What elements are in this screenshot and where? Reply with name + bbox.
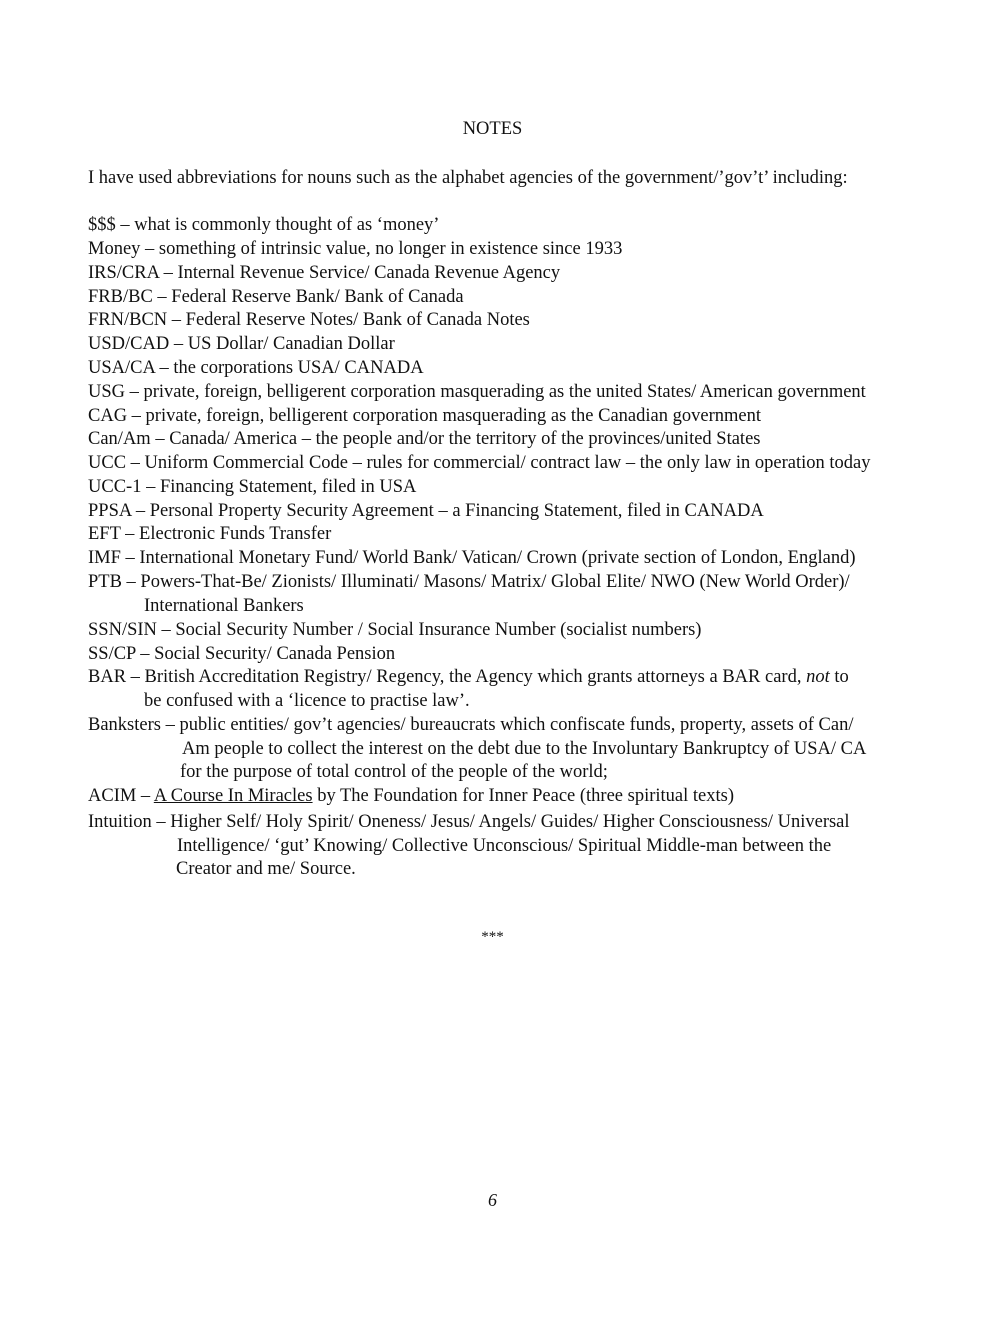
- list-item: [88, 665, 849, 689]
- list-item: [88, 784, 734, 808]
- list-item-continuation: for the purpose of total control of the people of the world;: [180, 762, 608, 782]
- list-item: USD/CAD – US Dollar/ Canadian Dollar: [88, 334, 395, 354]
- list-item: PTB – Powers-That-Be/ Zionists/ Illuminati/ Masons/ Matrix/ Global Elite/ NWO (New World Order)/: [88, 572, 850, 592]
- list-item: IMF – International Monetary Fund/ World Bank/ Vatican/ Crown (private section of London, England): [88, 548, 856, 568]
- list-item: Can/Am – Canada/ America – the people and/or the territory of the provinces/united States: [88, 429, 761, 449]
- list-item-text: by The Foundation for Inner Peace (three spiritual texts): [312, 786, 734, 806]
- list-item: SS/CP – Social Security/ Canada Pension: [88, 644, 396, 664]
- page-title: NOTES: [462, 119, 523, 139]
- list-item: Intuition – Higher Self/ Holy Spirit/ Oneness/ Jesus/ Angels/ Guides/ Higher Consciousness/ Universal: [88, 812, 850, 832]
- book-title: A Course In Miracles: [153, 786, 313, 806]
- list-item: CAG – private, foreign, belligerent corporation masquerading as the Canadian government: [88, 406, 761, 426]
- list-item: EFT – Electronic Funds Transfer: [88, 524, 332, 544]
- list-item-text: BAR – British Accreditation Registry/ Regency, the Agency which grants attorneys a BAR card,: [88, 667, 807, 687]
- list-item: IRS/CRA – Internal Revenue Service/ Canada Revenue Agency: [88, 263, 561, 283]
- page-number: 6: [488, 1190, 497, 1210]
- list-item-continuation: Creator and me/ Source.: [176, 859, 356, 879]
- list-item-continuation: Am people to collect the interest on the debt due to the Involuntary Bankruptcy of USA/ CA: [182, 739, 867, 759]
- section-separator: ***: [481, 929, 504, 945]
- list-item: USG – private, foreign, belligerent corporation masquerading as the united States/ American government: [88, 382, 866, 402]
- list-item-continuation: be confused with a ‘licence to practise law’.: [144, 691, 470, 711]
- list-item: $$$ – what is commonly thought of as ‘money’: [88, 215, 440, 235]
- emphasis-text: not: [806, 667, 830, 687]
- list-item: UCC – Uniform Commercial Code – rules for commercial/ contract law – the only law in operation today: [88, 453, 871, 473]
- list-item: FRB/BC – Federal Reserve Bank/ Bank of Canada: [88, 287, 464, 307]
- list-item: PPSA – Personal Property Security Agreement – a Financing Statement, filed in CANADA: [88, 501, 764, 521]
- list-item: UCC-1 – Financing Statement, filed in USA: [88, 477, 417, 497]
- list-item: Money – something of intrinsic value, no longer in existence since 1933: [88, 239, 623, 259]
- list-item-text: to: [829, 667, 849, 687]
- list-item: Banksters – public entities/ gov’t agencies/ bureaucrats which confiscate funds, property, assets of Can/: [88, 715, 854, 735]
- list-item-text: ACIM –: [88, 786, 154, 806]
- list-item-continuation: Intelligence/ ‘gut’ Knowing/ Collective Unconscious/ Spiritual Middle-man between the: [177, 836, 832, 856]
- list-item-continuation: International Bankers: [144, 596, 304, 616]
- list-item: FRN/BCN – Federal Reserve Notes/ Bank of Canada Notes: [88, 310, 530, 330]
- intro-paragraph: I have used abbreviations for nouns such as the alphabet agencies of the government/’gov’t’ including:: [88, 168, 848, 188]
- list-item: USA/CA – the corporations USA/ CANADA: [88, 358, 424, 378]
- list-item: SSN/SIN – Social Security Number / Social Insurance Number (socialist numbers): [88, 620, 702, 640]
